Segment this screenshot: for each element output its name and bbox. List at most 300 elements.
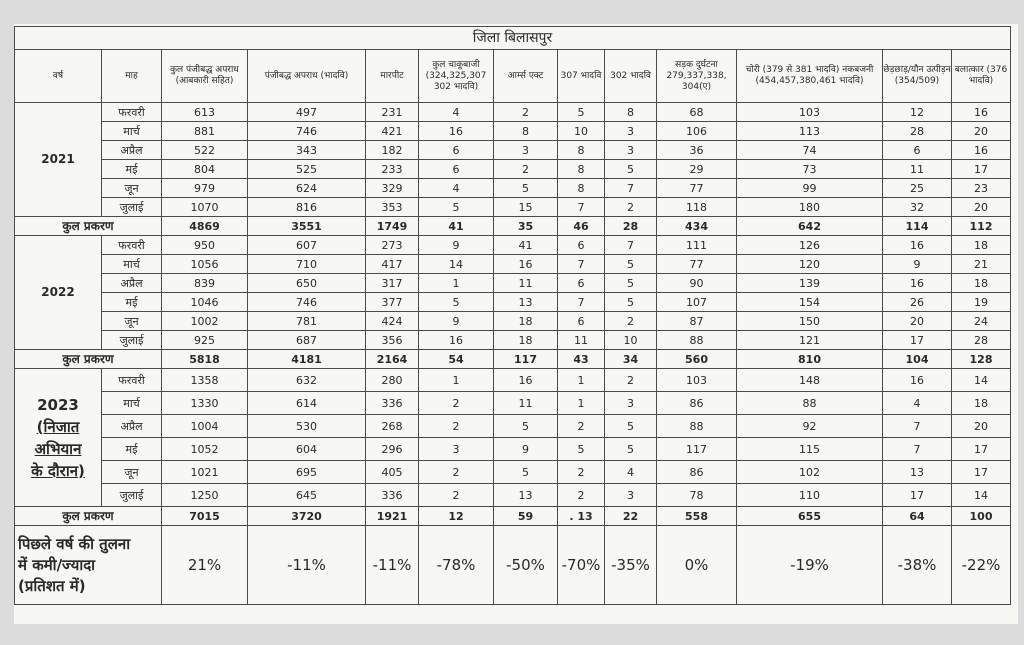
comparison-percent-cell: -22% (952, 526, 1011, 605)
value-cell: 28 (952, 331, 1011, 350)
value-cell: 139 (737, 274, 883, 293)
value-cell: 117 (657, 438, 737, 461)
total-value-cell: 41 (419, 217, 494, 236)
total-value-cell: 1749 (366, 217, 419, 236)
value-cell: 106 (657, 122, 737, 141)
table-row (15, 438, 1011, 461)
total-label: कुल प्रकरण (15, 507, 162, 526)
value-cell: 2 (494, 160, 558, 179)
value-cell: 632 (248, 369, 366, 392)
year-cell (15, 369, 102, 507)
header-month: माह (102, 50, 162, 103)
value-cell: 21 (952, 255, 1011, 274)
value-cell: 5 (419, 293, 494, 312)
header-arms-act: आर्म्स एक्ट (494, 50, 558, 103)
value-cell: 16 (419, 331, 494, 350)
value-cell: 7 (883, 415, 952, 438)
value-cell: 111 (657, 236, 737, 255)
value-cell: 118 (657, 198, 737, 217)
value-cell: 5 (605, 438, 657, 461)
value-cell: 233 (366, 160, 419, 179)
table-row (15, 198, 1011, 217)
total-value-cell: 434 (657, 217, 737, 236)
value-cell: 1052 (162, 438, 248, 461)
table-row (15, 392, 1011, 415)
total-label: कुल प्रकरण (15, 217, 162, 236)
table-row (15, 103, 1011, 122)
value-cell: 8 (558, 141, 605, 160)
table-row (15, 255, 1011, 274)
value-cell: 804 (162, 160, 248, 179)
value-cell: 1 (558, 369, 605, 392)
value-cell: 3 (419, 438, 494, 461)
value-cell: 1 (419, 369, 494, 392)
value-cell: 1046 (162, 293, 248, 312)
month-cell: फरवरी (102, 369, 162, 392)
total-value-cell: 112 (952, 217, 1011, 236)
value-cell: 1330 (162, 392, 248, 415)
value-cell: 4 (883, 392, 952, 415)
month-cell: जून (102, 179, 162, 198)
value-cell: 3 (605, 141, 657, 160)
total-value-cell: 558 (657, 507, 737, 526)
value-cell: 32 (883, 198, 952, 217)
value-cell: 73 (737, 160, 883, 179)
value-cell: 5 (494, 461, 558, 484)
value-cell: 115 (737, 438, 883, 461)
total-value-cell: 7015 (162, 507, 248, 526)
value-cell: 645 (248, 484, 366, 507)
value-cell: 86 (657, 392, 737, 415)
comparison-percent-cell: 0% (657, 526, 737, 605)
year-cell: 2021 (15, 103, 102, 217)
value-cell: 16 (494, 369, 558, 392)
header-molestation: छेड़छाड़/यौन उत्पीड़न (354/509) (883, 50, 952, 103)
value-cell: 273 (366, 236, 419, 255)
value-cell: 5 (494, 415, 558, 438)
value-cell: 604 (248, 438, 366, 461)
total-value-cell: 59 (494, 507, 558, 526)
year-label-line: अभियान (34, 439, 82, 458)
comparison-label-line: (प्रतिशत में) (18, 576, 86, 595)
value-cell: 336 (366, 484, 419, 507)
value-cell: 1002 (162, 312, 248, 331)
value-cell: 16 (883, 369, 952, 392)
value-cell: 2 (558, 461, 605, 484)
comparison-percent-cell: -78% (419, 526, 494, 605)
value-cell: 950 (162, 236, 248, 255)
value-cell: 695 (248, 461, 366, 484)
value-cell: 317 (366, 274, 419, 293)
total-value-cell: 114 (883, 217, 952, 236)
total-value-cell: 560 (657, 350, 737, 369)
total-row (15, 217, 1011, 236)
month-cell: मार्च (102, 122, 162, 141)
header-year: वर्ष (15, 50, 102, 103)
month-cell: मई (102, 293, 162, 312)
value-cell: 5 (605, 415, 657, 438)
value-cell: 9 (419, 236, 494, 255)
value-cell: 88 (657, 415, 737, 438)
value-cell: 68 (657, 103, 737, 122)
value-cell: 746 (248, 293, 366, 312)
table-row (15, 484, 1011, 507)
comparison-label (15, 526, 162, 605)
value-cell: 231 (366, 103, 419, 122)
value-cell: 650 (248, 274, 366, 293)
total-value-cell: 46 (558, 217, 605, 236)
month-cell: फरवरी (102, 103, 162, 122)
value-cell: 25 (883, 179, 952, 198)
value-cell: 530 (248, 415, 366, 438)
value-cell: 979 (162, 179, 248, 198)
total-value-cell: 4181 (248, 350, 366, 369)
value-cell: 881 (162, 122, 248, 141)
value-cell: 16 (883, 236, 952, 255)
value-cell: 6 (558, 312, 605, 331)
value-cell: 20 (952, 198, 1011, 217)
value-cell: 148 (737, 369, 883, 392)
comparison-percent-cell: -70% (558, 526, 605, 605)
header-registered-ipc: पंजीबद्ध अपराध (भादवि) (248, 50, 366, 103)
value-cell: 13 (883, 461, 952, 484)
table-row (15, 122, 1011, 141)
total-label: कुल प्रकरण (15, 350, 162, 369)
header-total-registered: कुल पंजीबद्ध अपराध (आबकारी सहित) (162, 50, 248, 103)
total-value-cell: 64 (883, 507, 952, 526)
month-cell: जून (102, 312, 162, 331)
total-row (15, 507, 1011, 526)
value-cell: 113 (737, 122, 883, 141)
value-cell: 17 (883, 331, 952, 350)
value-cell: 150 (737, 312, 883, 331)
total-value-cell: 1921 (366, 507, 419, 526)
value-cell: 14 (419, 255, 494, 274)
value-cell: 2 (419, 484, 494, 507)
month-cell: जुलाई (102, 484, 162, 507)
comparison-percent-cell: -11% (248, 526, 366, 605)
total-value-cell: 117 (494, 350, 558, 369)
value-cell: 11 (883, 160, 952, 179)
value-cell: 87 (657, 312, 737, 331)
value-cell: 18 (952, 236, 1011, 255)
year-label-line: 2023 (37, 395, 79, 414)
value-cell: 7 (558, 198, 605, 217)
value-cell: 3 (605, 484, 657, 507)
value-cell: 121 (737, 331, 883, 350)
value-cell: 41 (494, 236, 558, 255)
header-knife: कुल चाकूबाजी (324,325,307 302 भादवि) (419, 50, 494, 103)
value-cell: 6 (883, 141, 952, 160)
value-cell: 268 (366, 415, 419, 438)
header-theft: चोरी (379 से 381 भादवि) नकबजनी (454,457,380,461 भादवि) (737, 50, 883, 103)
value-cell: 9 (883, 255, 952, 274)
value-cell: 88 (657, 331, 737, 350)
value-cell: 6 (419, 160, 494, 179)
value-cell: 4 (419, 179, 494, 198)
value-cell: 20 (952, 415, 1011, 438)
value-cell: 36 (657, 141, 737, 160)
table-row (15, 369, 1011, 392)
month-cell: मई (102, 160, 162, 179)
value-cell: 356 (366, 331, 419, 350)
total-value-cell: 35 (494, 217, 558, 236)
value-cell: 497 (248, 103, 366, 122)
value-cell: 2 (605, 369, 657, 392)
value-cell: 2 (558, 415, 605, 438)
value-cell: 102 (737, 461, 883, 484)
value-cell: 6 (558, 236, 605, 255)
total-value-cell: 22 (605, 507, 657, 526)
value-cell: 2 (605, 312, 657, 331)
value-cell: 86 (657, 461, 737, 484)
value-cell: 12 (883, 103, 952, 122)
header-assault: मारपीट (366, 50, 419, 103)
month-cell: जुलाई (102, 331, 162, 350)
value-cell: 126 (737, 236, 883, 255)
total-value-cell: 104 (883, 350, 952, 369)
value-cell: 18 (952, 392, 1011, 415)
value-cell: 17 (952, 438, 1011, 461)
value-cell: 110 (737, 484, 883, 507)
value-cell: 7 (558, 255, 605, 274)
value-cell: 13 (494, 484, 558, 507)
table-row (15, 274, 1011, 293)
total-value-cell: 3720 (248, 507, 366, 526)
value-cell: 329 (366, 179, 419, 198)
value-cell: 816 (248, 198, 366, 217)
value-cell: 8 (605, 103, 657, 122)
table-row (15, 331, 1011, 350)
total-value-cell: 655 (737, 507, 883, 526)
value-cell: 687 (248, 331, 366, 350)
value-cell: 17 (952, 160, 1011, 179)
value-cell: 11 (494, 392, 558, 415)
table-row (15, 461, 1011, 484)
value-cell: 925 (162, 331, 248, 350)
value-cell: 19 (952, 293, 1011, 312)
comparison-label-line: पिछले वर्ष की तुलना (18, 534, 131, 553)
total-value-cell: 5818 (162, 350, 248, 369)
value-cell: 13 (494, 293, 558, 312)
value-cell: 107 (657, 293, 737, 312)
value-cell: 417 (366, 255, 419, 274)
value-cell: 5 (558, 438, 605, 461)
value-cell: 17 (952, 461, 1011, 484)
value-cell: 16 (952, 103, 1011, 122)
value-cell: 10 (558, 122, 605, 141)
comparison-percent-cell: 21% (162, 526, 248, 605)
value-cell: 182 (366, 141, 419, 160)
value-cell: 90 (657, 274, 737, 293)
comparison-row (15, 526, 1011, 605)
value-cell: 5 (494, 179, 558, 198)
value-cell: 16 (883, 274, 952, 293)
month-cell: मार्च (102, 255, 162, 274)
value-cell: 7 (883, 438, 952, 461)
value-cell: 1056 (162, 255, 248, 274)
value-cell: 99 (737, 179, 883, 198)
value-cell: 7 (605, 179, 657, 198)
value-cell: 280 (366, 369, 419, 392)
value-cell: 5 (605, 255, 657, 274)
value-cell: 1250 (162, 484, 248, 507)
value-cell: 8 (558, 179, 605, 198)
total-row (15, 350, 1011, 369)
comparison-percent-cell: -50% (494, 526, 558, 605)
value-cell: 18 (952, 274, 1011, 293)
value-cell: 6 (419, 141, 494, 160)
value-cell: 2 (494, 103, 558, 122)
value-cell: 1004 (162, 415, 248, 438)
value-cell: 28 (883, 122, 952, 141)
total-value-cell: 28 (605, 217, 657, 236)
value-cell: 180 (737, 198, 883, 217)
comparison-percent-cell: -19% (737, 526, 883, 605)
value-cell: 92 (737, 415, 883, 438)
value-cell: 11 (558, 331, 605, 350)
value-cell: 14 (952, 484, 1011, 507)
value-cell: 343 (248, 141, 366, 160)
total-value-cell: 12 (419, 507, 494, 526)
table-row (15, 236, 1011, 255)
value-cell: 522 (162, 141, 248, 160)
year-cell: 2022 (15, 236, 102, 350)
value-cell: 16 (419, 122, 494, 141)
value-cell: 10 (605, 331, 657, 350)
value-cell: 78 (657, 484, 737, 507)
total-value-cell: . 13 (558, 507, 605, 526)
month-cell: जून (102, 461, 162, 484)
total-value-cell: 34 (605, 350, 657, 369)
value-cell: 1070 (162, 198, 248, 217)
total-value-cell: 2164 (366, 350, 419, 369)
value-cell: 154 (737, 293, 883, 312)
value-cell: 3 (494, 141, 558, 160)
value-cell: 16 (494, 255, 558, 274)
month-cell: अप्रैल (102, 415, 162, 438)
value-cell: 7 (558, 293, 605, 312)
value-cell: 424 (366, 312, 419, 331)
value-cell: 2 (419, 415, 494, 438)
value-cell: 15 (494, 198, 558, 217)
value-cell: 8 (494, 122, 558, 141)
value-cell: 74 (737, 141, 883, 160)
table-row (15, 179, 1011, 198)
value-cell: 405 (366, 461, 419, 484)
value-cell: 9 (419, 312, 494, 331)
value-cell: 614 (248, 392, 366, 415)
value-cell: 336 (366, 392, 419, 415)
value-cell: 5 (605, 274, 657, 293)
header-307: 307 भादवि (558, 50, 605, 103)
month-cell: मई (102, 438, 162, 461)
value-cell: 77 (657, 255, 737, 274)
value-cell: 88 (737, 392, 883, 415)
value-cell: 20 (883, 312, 952, 331)
value-cell: 624 (248, 179, 366, 198)
value-cell: 16 (952, 141, 1011, 160)
value-cell: 377 (366, 293, 419, 312)
table-row (15, 312, 1011, 331)
value-cell: 710 (248, 255, 366, 274)
value-cell: 5 (605, 160, 657, 179)
value-cell: 525 (248, 160, 366, 179)
value-cell: 20 (952, 122, 1011, 141)
value-cell: 4 (419, 103, 494, 122)
value-cell: 607 (248, 236, 366, 255)
comparison-label-line: में कमी/ज्यादा (18, 555, 96, 574)
value-cell: 18 (494, 312, 558, 331)
month-cell: अप्रैल (102, 141, 162, 160)
value-cell: 3 (605, 392, 657, 415)
header-rape: बलात्कार (376 भादवि) (952, 50, 1011, 103)
value-cell: 2 (605, 198, 657, 217)
value-cell: 2 (419, 461, 494, 484)
value-cell: 1358 (162, 369, 248, 392)
total-value-cell: 4869 (162, 217, 248, 236)
value-cell: 613 (162, 103, 248, 122)
value-cell: 3 (605, 122, 657, 141)
month-cell: अप्रैल (102, 274, 162, 293)
value-cell: 5 (558, 103, 605, 122)
header-row (15, 50, 1011, 103)
value-cell: 120 (737, 255, 883, 274)
table-title: जिला बिलासपुर (15, 27, 1011, 50)
value-cell: 1021 (162, 461, 248, 484)
comparison-percent-cell: -11% (366, 526, 419, 605)
year-label-line: के दौरान) (31, 461, 85, 480)
total-value-cell: 3551 (248, 217, 366, 236)
month-cell: मार्च (102, 392, 162, 415)
value-cell: 839 (162, 274, 248, 293)
month-cell: जुलाई (102, 198, 162, 217)
value-cell: 746 (248, 122, 366, 141)
value-cell: 353 (366, 198, 419, 217)
value-cell: 9 (494, 438, 558, 461)
month-cell: फरवरी (102, 236, 162, 255)
comparison-percent-cell: -38% (883, 526, 952, 605)
value-cell: 26 (883, 293, 952, 312)
value-cell: 11 (494, 274, 558, 293)
total-value-cell: 43 (558, 350, 605, 369)
total-value-cell: 100 (952, 507, 1011, 526)
total-value-cell: 810 (737, 350, 883, 369)
value-cell: 296 (366, 438, 419, 461)
value-cell: 5 (419, 198, 494, 217)
total-value-cell: 54 (419, 350, 494, 369)
crime-statistics-table (14, 26, 1011, 605)
value-cell: 23 (952, 179, 1011, 198)
value-cell: 1 (419, 274, 494, 293)
value-cell: 5 (605, 293, 657, 312)
total-value-cell: 128 (952, 350, 1011, 369)
value-cell: 6 (558, 274, 605, 293)
value-cell: 4 (605, 461, 657, 484)
value-cell: 14 (952, 369, 1011, 392)
value-cell: 2 (419, 392, 494, 415)
table-row (15, 415, 1011, 438)
value-cell: 17 (883, 484, 952, 507)
value-cell: 103 (657, 369, 737, 392)
value-cell: 8 (558, 160, 605, 179)
table-row (15, 293, 1011, 312)
header-302: 302 भादवि (605, 50, 657, 103)
table-row (15, 141, 1011, 160)
value-cell: 103 (737, 103, 883, 122)
value-cell: 2 (558, 484, 605, 507)
value-cell: 29 (657, 160, 737, 179)
